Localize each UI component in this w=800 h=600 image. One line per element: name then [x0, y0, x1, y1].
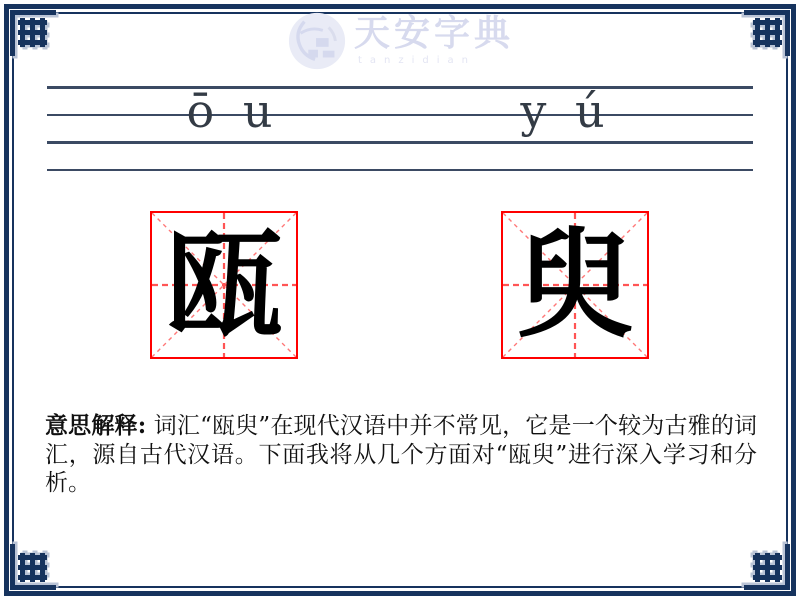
pinyin-ou: ō u — [186, 84, 280, 138]
hanzi-box-yu — [501, 211, 649, 359]
logo — [0, 10, 800, 72]
definition — [45, 412, 757, 498]
hanzi-yu: 臾 — [515, 215, 634, 354]
staff-line-4 — [47, 169, 753, 172]
hanzi-ou: 瓯 — [164, 215, 283, 354]
staff-line-3 — [47, 141, 753, 144]
definition-text: 词汇“瓯臾”在现代汉语中并不常见，它是一个较为古雅的词汇，源自古代汉语。下面我将从几个方面对“瓯臾”进行深入学习和分析。 — [45, 413, 758, 496]
staff-line-1 — [47, 86, 753, 89]
fret-corner-icon-bottom-left — [10, 544, 56, 590]
staff-line-2 — [47, 114, 753, 117]
logo-text — [354, 10, 514, 66]
logo-seal-icon — [286, 10, 348, 72]
hanzi-box-ou — [150, 211, 298, 359]
pinyin-staff — [47, 86, 753, 172]
logo-subtitle: tanzidian — [357, 54, 476, 66]
pinyin-yu: y ú — [520, 84, 612, 138]
fret-corner-icon-bottom-right — [744, 544, 790, 590]
definition-label: 意思解释: — [45, 412, 147, 439]
logo-title: 天安字典 — [353, 12, 514, 54]
